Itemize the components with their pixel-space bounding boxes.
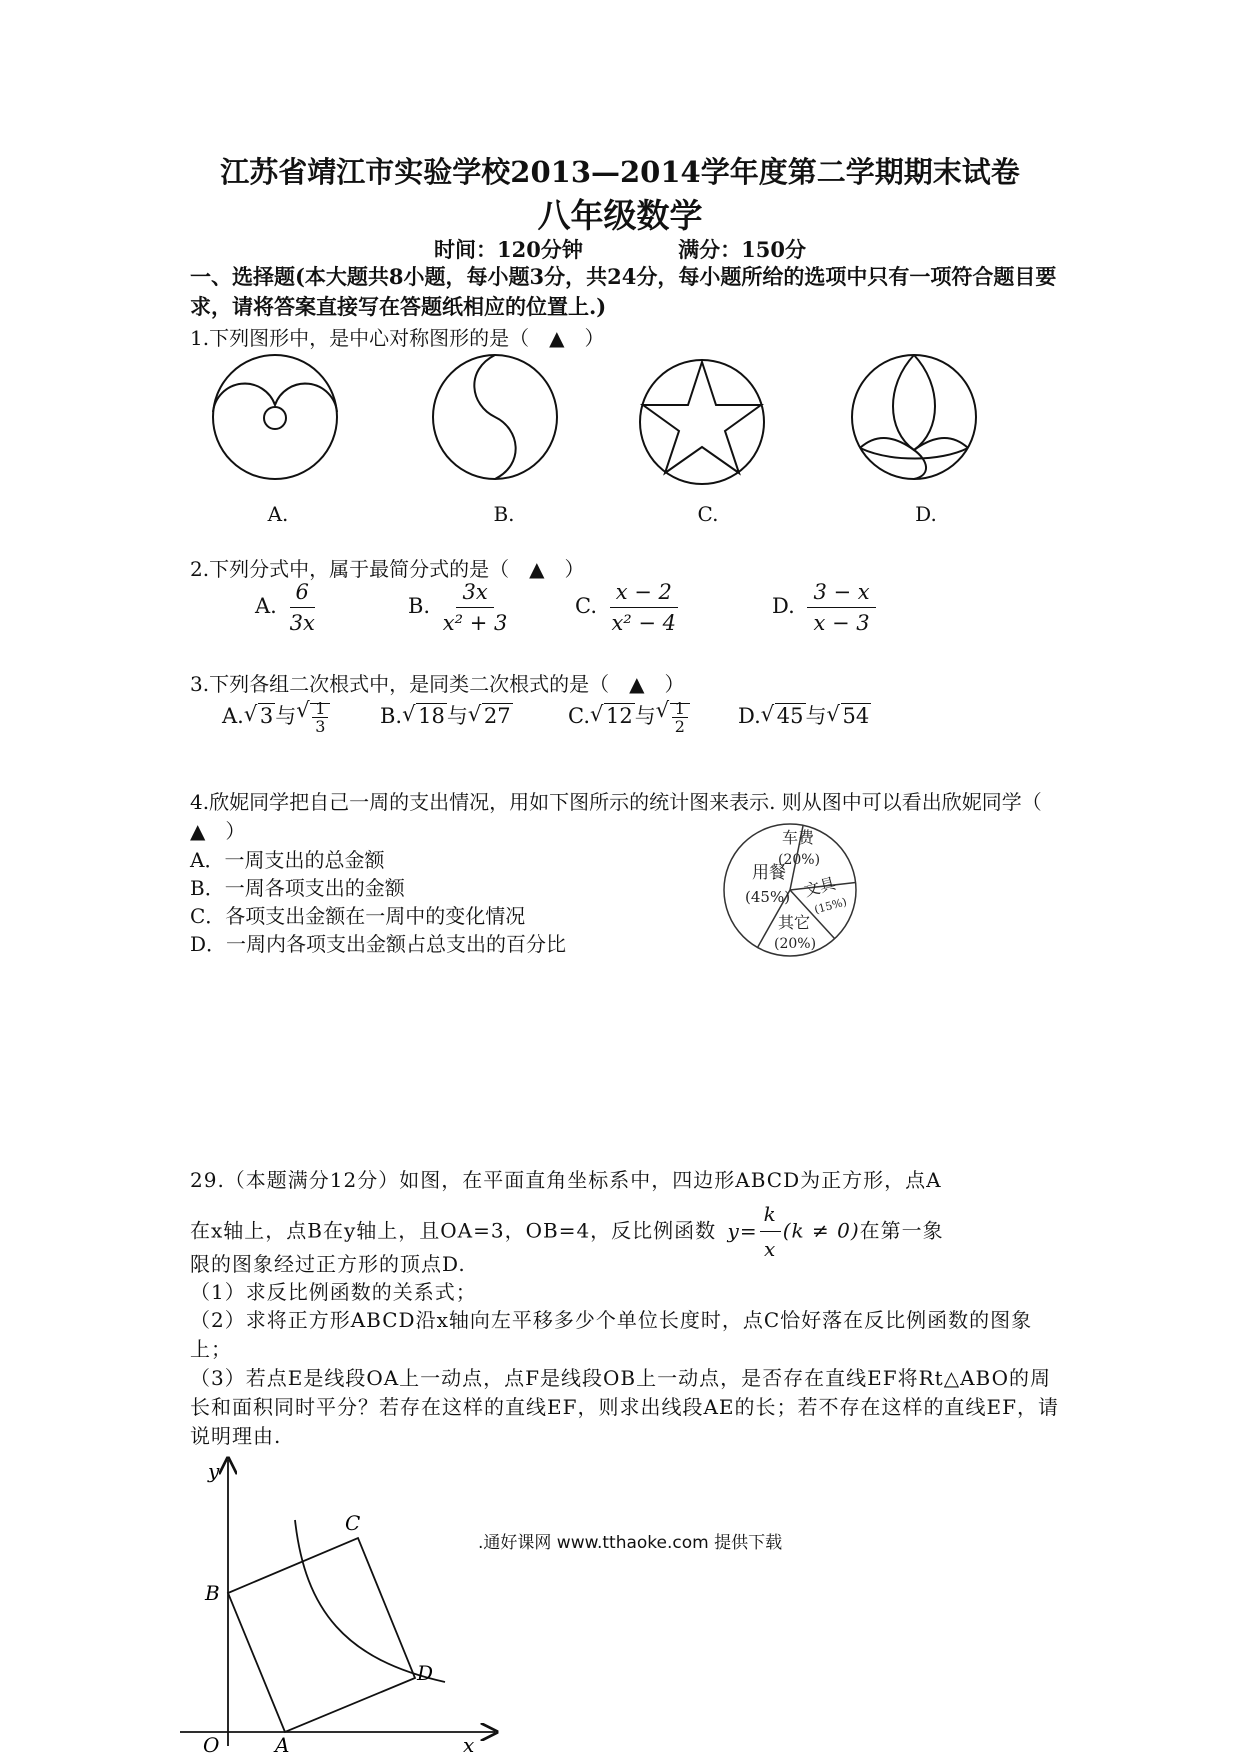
exam-title: 江苏省靖江市实验学校2013—2014学年度第二学期期末试卷 [220,155,1020,189]
square-abcd [228,1538,415,1732]
q1-figures [190,350,1010,490]
radical: √ 12 [590,704,635,728]
q1-label-c: C. [697,502,719,526]
pie-pct-stationery: (15%) [812,895,849,917]
hyperbola-curve [295,1520,445,1682]
pie-label-stationery: 文具 [801,873,838,901]
pie-label-other: 其它 [778,913,811,932]
q4-choice-a: A．一周支出的总金额 [190,848,385,872]
q2-option-c: C. $\frac{x - 2}{\text{x² − 4}}$ [575,580,677,635]
radical: √ $\frac{1}{3}$ [296,700,330,735]
q29-line3: 限的图象经过正方形的顶点D. [190,1252,466,1276]
figure-c [640,360,764,484]
q1-stem: 1.下列图形中，是中心对称图形的是（ ▲ ） [190,326,605,350]
q1-label-a: A. [267,502,289,526]
q2-stem: 2.下列分式中，属于最简分式的是（ ▲ ） [190,557,585,581]
q4-choice-d: D．一周内各项支出金额占总支出的百分比 [190,932,567,956]
pie-pct-fare: (20%) [778,852,821,868]
fraction: $\frac{3x}{\text{x² + 3}}$ [442,580,508,635]
q4-pie-chart [718,818,862,962]
fraction: $\frac{k}{x}$ [760,1200,781,1264]
label-a: A [275,1733,290,1754]
q3-option-a: A.√ 3与 √ $\frac{1}{3}$ [222,700,330,735]
q2-option-a: A. $\frac{6}{3x}$ [255,580,315,635]
pie-pct-food: (45%) [745,888,791,906]
exam-meta [0,234,1240,264]
q3-option-c: C.√ 12与 √ $\frac{1}{2}$ [568,700,690,735]
pie-label-food: 用餐 [752,863,786,883]
q29-line2: 在x轴上，点B在y轴上，且OA=3，OB=4，反比例函数 y= $\frac{k}{x}$ (k ≠ 0)在第一象 [190,1200,1062,1250]
exam-subtitle: 八年级数学 [537,196,703,235]
section-heading: 一、选择题(本大题共8小题，每小题3分，共24分，每小题所给的选项中只有一项符合题目要求，请将答案直接写在答题纸相应的位置上.) [190,264,1057,319]
label-d: D [417,1661,434,1685]
pie-label-fare: 车费 [782,828,815,847]
q29-sub3: （3）若点E是线段OA上一动点，点F是线段OB上一动点，是否存在直线EF将Rt△ABO的周长和面积同时平分？若存在这样的直线EF，则求出线段AE的长；若不存在这样的直线EF，请说明理由. [190,1366,1059,1448]
label-b: B [205,1581,220,1605]
q3-option-b: B.√ 18与√ 27 [380,700,513,730]
watermark-text: .通好课网 www.tthaoke.com 提供下载 [478,1533,783,1553]
q1-label-d: D. [915,502,937,526]
q4-choice-b: B．一周各项支出的金额 [190,876,405,900]
radical: √ $\frac{1}{2}$ [656,700,690,735]
pie-pct-other: (20%) [774,936,817,952]
q3-option-d: D.√ 45与√ 54 [738,700,871,730]
radical: √ 54 [827,704,872,728]
exam-time: 时间：120分钟 [434,237,583,262]
radical: √ 18 [402,704,447,728]
q3-stem: 3.下列各组二次根式中，是同类二次根式的是（ ▲ ） [190,672,685,696]
q29-sub1: （1）求反比例函数的关系式； [190,1280,477,1304]
q29-sub2: （2）求将正方形ABCD沿x轴向左平移多少个单位长度时，点C恰好落在反比例函数的图象上； [190,1308,1033,1361]
label-y: y [208,1459,220,1483]
q2-option-d: D. $\frac{3 - x}{x - 3}$ [772,580,882,635]
fraction: $\frac{x - 2}{\text{x² − 4}}$ [611,580,677,635]
q4-choices [190,846,750,958]
radical: √ 27 [468,704,513,728]
label-c: C [345,1511,361,1535]
figure-a [213,355,337,479]
label-x: x [463,1733,475,1754]
fraction: $\frac{6}{3x}$ [289,580,315,635]
radical: √ 3 [244,704,275,728]
figure-d [852,355,976,479]
radical: √ 45 [761,704,806,728]
figure-b [433,355,557,479]
q1-label-b: B. [493,502,515,526]
q2-option-b: B. $\frac{3x}{\text{x² + 3}}$ [408,580,508,635]
fraction: $\frac{3 - x}{x - 3}$ [807,580,875,635]
q29-line1: 29.（本题满分12分）如图，在平面直角坐标系中，四边形ABCD为正方形，点A [190,1168,942,1192]
q4-choice-c: C．各项支出金额在一周中的变化情况 [190,904,526,928]
exam-score: 满分：150分 [678,237,806,262]
q4-stem: 4.欣妮同学把自己一周的支出情况，用如下图所示的统计图来表示. 则从图中可以看出欣妮同学（ ▲ ） [190,790,1062,843]
label-o: O [203,1733,220,1754]
q29-figure [175,1450,505,1754]
